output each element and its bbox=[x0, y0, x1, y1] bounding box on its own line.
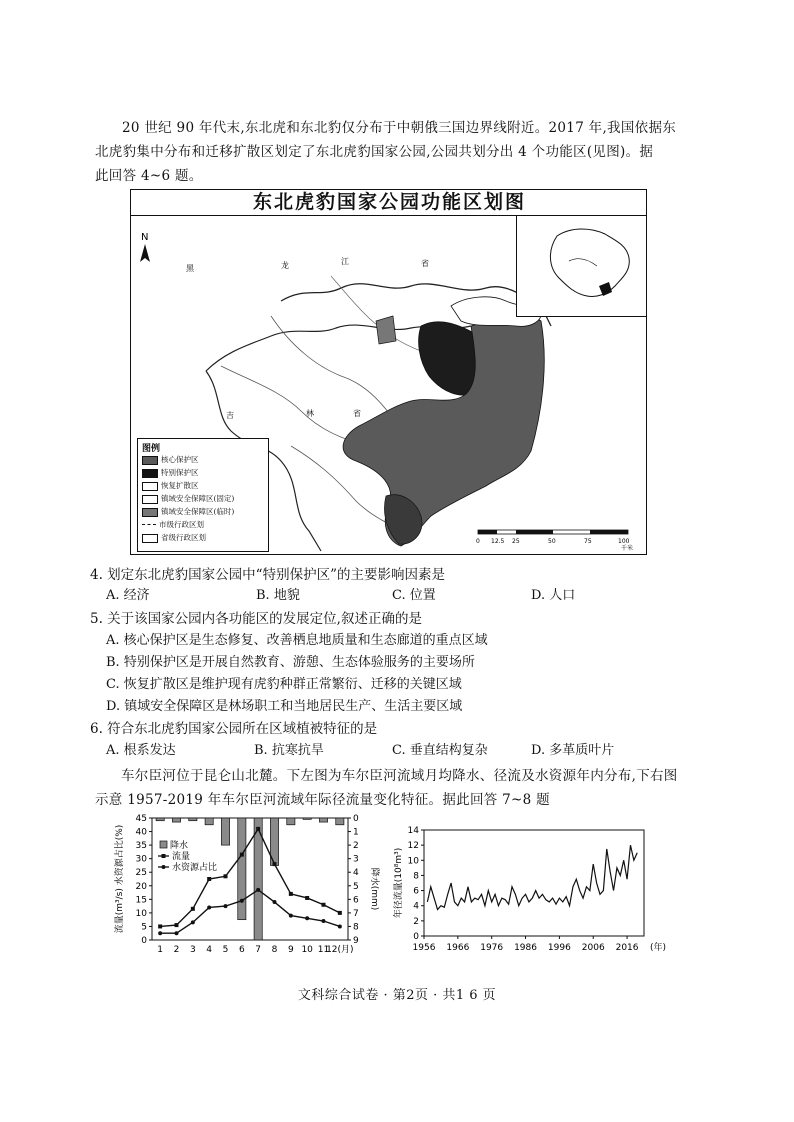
left-axis-tick-label: 45 bbox=[135, 814, 147, 824]
left-axis-tick-label: 20 bbox=[135, 881, 147, 892]
scale-tick-2: 25 bbox=[512, 538, 520, 545]
legend-item-province-boundary: 省级行政区划 bbox=[142, 533, 206, 543]
water-share-point bbox=[256, 888, 260, 892]
q5-option-a[interactable]: A. 核心保护区是生态修复、改善栖息地质量和生态廊道的重点区域 bbox=[106, 633, 488, 648]
left-axis-tick-label: 0 bbox=[141, 936, 147, 946]
intro-paragraph-1 bbox=[95, 116, 695, 188]
scale-unit: 千米 bbox=[621, 545, 634, 552]
runoff-point bbox=[240, 853, 244, 857]
question-4-stem: 4. 划定东北虎豹国家公园中“特别保护区”的主要影响因素是 bbox=[90, 567, 445, 583]
y-axis-label: 年径流量(10⁸m³) bbox=[394, 847, 404, 919]
x-axis-tick-label: 7 bbox=[255, 945, 262, 955]
left-axis-label: 流量(m³/s) 水资源占比(%) bbox=[115, 824, 125, 934]
legend-item-core: 核心保护区 bbox=[142, 455, 199, 465]
x-axis-tick-label: 1 bbox=[157, 945, 164, 955]
scale-tick-0: 0 bbox=[476, 538, 480, 545]
q6-option-a[interactable]: A. 根系发达 bbox=[106, 743, 176, 758]
x-axis-tick-label: 3 bbox=[189, 945, 196, 955]
q4-option-b[interactable]: B. 地貌 bbox=[256, 588, 300, 603]
y-axis-tick-label: 12 bbox=[407, 841, 419, 852]
right-axis-tick-label: 5 bbox=[353, 881, 359, 892]
x-axis-tick-label: 2006 bbox=[581, 943, 605, 953]
right-axis-tick-label: 3 bbox=[353, 854, 359, 865]
scale-tick-3: 50 bbox=[548, 538, 556, 545]
heilongjiang-char-3: 江 bbox=[341, 257, 349, 266]
x-axis-tick-label: 12(月) bbox=[326, 945, 354, 955]
left-axis-tick-label: 35 bbox=[135, 841, 147, 852]
runoff-point bbox=[175, 923, 179, 927]
water-share-point bbox=[207, 905, 211, 909]
jilin-char-1: 吉 bbox=[226, 411, 234, 420]
monthly-runoff-chart bbox=[110, 814, 380, 964]
y-axis-tick-label: 8 bbox=[413, 871, 419, 882]
precipitation-bar bbox=[319, 818, 327, 822]
water-share-point bbox=[175, 931, 179, 935]
question-6-stem: 6. 符合东北虎豹国家公园所在区域植被特征的是 bbox=[90, 721, 378, 737]
heilongjiang-char-2: 龙 bbox=[281, 261, 289, 270]
runoff-point bbox=[256, 827, 260, 831]
legend-marker-runoff bbox=[162, 854, 166, 858]
x-axis-tick-label: 1956 bbox=[412, 943, 436, 953]
x-axis-tick-label: 2 bbox=[173, 945, 180, 955]
right-axis-tick-label: 1 bbox=[353, 827, 359, 838]
water-share-point bbox=[289, 914, 293, 918]
x-axis-tick-label: 1966 bbox=[446, 943, 470, 953]
left-axis-tick-label: 10 bbox=[135, 908, 147, 919]
y-axis-tick-label: 6 bbox=[413, 886, 419, 897]
water-share-point bbox=[305, 916, 309, 920]
right-axis-tick-label: 6 bbox=[353, 895, 359, 906]
intro2-line1: 车尔臣河位于昆仑山北麓。下左图为车尔臣河流域月均降水、径流及水资源年内分布,下右图 bbox=[121, 768, 678, 784]
runoff-point bbox=[273, 862, 277, 866]
right-axis-tick-label: 8 bbox=[353, 922, 359, 933]
x-axis-tick-label: 11 bbox=[317, 945, 330, 955]
park-zoning-map bbox=[130, 189, 647, 555]
legend-item-city-boundary: 市级行政区划 bbox=[142, 520, 204, 530]
y-axis-tick-label: 10 bbox=[407, 856, 419, 867]
q4-option-a[interactable]: A. 经济 bbox=[106, 588, 150, 603]
precipitation-bar bbox=[205, 818, 213, 825]
left-axis-tick-label: 40 bbox=[135, 827, 147, 838]
left-axis-tick-label: 15 bbox=[135, 895, 147, 906]
precipitation-bar bbox=[189, 818, 197, 821]
water-share-point bbox=[191, 920, 195, 924]
x-axis-tick-label: 1976 bbox=[480, 943, 504, 953]
water-share-point bbox=[322, 919, 326, 923]
x-axis-tick-label: 4 bbox=[206, 945, 213, 955]
x-axis-tick-label: 5 bbox=[222, 945, 229, 955]
runoff-point bbox=[338, 911, 342, 915]
heilongjiang-char-4: 省 bbox=[421, 259, 429, 268]
map-legend bbox=[137, 438, 269, 552]
precipitation-bar bbox=[172, 818, 180, 822]
intro1-line1: 20 世纪 90 年代末,东北虎和东北豹仅分布于中朝俄三国边界线附近。2017 年,我国依据东 bbox=[122, 120, 677, 136]
y-axis-tick-label: 14 bbox=[407, 826, 419, 836]
water-share-line bbox=[160, 890, 340, 933]
q6-option-c[interactable]: C. 垂直结构复杂 bbox=[392, 743, 488, 758]
water-share-point bbox=[158, 931, 162, 935]
x-axis-unit: (年) bbox=[649, 943, 667, 953]
annual-runoff-line bbox=[427, 845, 637, 909]
precipitation-bar bbox=[221, 818, 229, 845]
runoff-point bbox=[191, 907, 195, 911]
intro2-line2: 示意 1957-2019 年车尔臣河流域年际径流量变化特征。据此回答 7~8 题 bbox=[95, 792, 550, 808]
plot-frame bbox=[152, 818, 348, 940]
runoff-point bbox=[224, 874, 228, 878]
x-axis-tick-label: 1986 bbox=[514, 943, 537, 953]
x-axis-tick-label: 8 bbox=[271, 945, 278, 955]
runoff-point bbox=[207, 877, 211, 881]
q6-option-b[interactable]: B. 抗寒抗旱 bbox=[254, 743, 324, 758]
heilongjiang-char-1: 黑 bbox=[186, 264, 194, 273]
y-axis-tick-label: 4 bbox=[413, 901, 419, 912]
legend-title: 图例 bbox=[142, 444, 161, 454]
map-title: 东北虎豹国家公园功能区划图 bbox=[131, 190, 647, 216]
precipitation-bar bbox=[303, 818, 311, 819]
page-footer: 文科综合试卷 · 第2页 · 共1 6 页 bbox=[297, 988, 497, 1003]
legend-label-runoff: 流量 bbox=[172, 852, 191, 862]
water-share-point bbox=[338, 924, 342, 928]
x-axis-tick-label: 1996 bbox=[547, 943, 571, 953]
y-axis-tick-label: 0 bbox=[413, 932, 419, 942]
q5-option-c[interactable]: C. 恢复扩散区是维护现有虎豹种群正常繁衍、迁移的关键区域 bbox=[106, 677, 462, 692]
x-axis-tick-label: 10 bbox=[301, 945, 313, 955]
q4-option-d[interactable]: D. 人口 bbox=[531, 588, 576, 603]
left-axis-tick-label: 25 bbox=[135, 868, 147, 879]
x-axis-tick-label: 2016 bbox=[615, 943, 639, 953]
intro1-line3: 此回答 4~6 题。 bbox=[95, 168, 203, 184]
precipitation-bar bbox=[287, 818, 295, 825]
water-share-point bbox=[240, 899, 244, 903]
x-axis-tick-label: 9 bbox=[287, 945, 294, 955]
water-share-point bbox=[224, 904, 228, 908]
q5-option-d[interactable]: D. 镇域安全保障区是林场职工和当地居民生产、生活主要区域 bbox=[106, 699, 463, 714]
jilin-char-2: 林 bbox=[306, 409, 314, 418]
x-axis-tick-label: 6 bbox=[238, 945, 245, 955]
precipitation-bar bbox=[156, 818, 164, 821]
legend-label-share: 水资源占比 bbox=[172, 863, 218, 873]
inset-locator-map bbox=[516, 216, 647, 317]
legend-item-town-fixed: 镇域安全保障区(固定) bbox=[142, 494, 234, 504]
y-axis-tick-label: 2 bbox=[413, 916, 419, 927]
right-axis-tick-label: 7 bbox=[353, 908, 359, 919]
water-share-point bbox=[273, 900, 277, 904]
right-axis-tick-label: 4 bbox=[353, 868, 359, 879]
north-arrow-icon bbox=[140, 232, 150, 262]
annual-runoff-chart bbox=[392, 826, 672, 966]
legend-swatch-precip bbox=[160, 841, 167, 848]
runoff-point bbox=[289, 892, 293, 896]
plot-frame bbox=[424, 830, 644, 936]
scale-tick-5: 100 bbox=[618, 538, 630, 545]
q4-option-c[interactable]: C. 位置 bbox=[392, 588, 436, 603]
question-5-stem: 5. 关于该国家公园内各功能区的发展定位,叙述正确的是 bbox=[90, 611, 422, 627]
precipitation-bar bbox=[336, 818, 344, 825]
scale-tick-1: 12.5 bbox=[491, 538, 505, 545]
left-axis-tick-label: 5 bbox=[141, 922, 147, 933]
right-axis-tick-label: 2 bbox=[353, 841, 359, 852]
runoff-point bbox=[158, 924, 162, 928]
intro1-line2: 北虎豹集中分布和迁移扩散区划定了东北虎豹国家公园,公园共划分出 4 个功能区(见图)。据 bbox=[95, 144, 654, 160]
q5-option-b[interactable]: B. 特别保护区是开展自然教育、游憩、生态体验服务的主要场所 bbox=[106, 655, 475, 670]
legend-item-special: 特别保护区 bbox=[142, 468, 199, 478]
intro-paragraph-2 bbox=[95, 764, 727, 812]
runoff-point bbox=[305, 896, 309, 900]
north-label: N bbox=[141, 232, 149, 243]
map-scale-bar bbox=[476, 528, 641, 552]
jilin-char-3: 省 bbox=[353, 409, 361, 418]
runoff-point bbox=[322, 903, 326, 907]
right-axis-tick-label: 0 bbox=[353, 814, 359, 824]
legend-item-recovery: 恢复扩散区 bbox=[142, 481, 199, 491]
left-axis-tick-label: 30 bbox=[135, 854, 147, 865]
q6-option-d[interactable]: D. 多革质叶片 bbox=[531, 743, 615, 758]
precipitation-bar bbox=[238, 818, 246, 920]
legend-marker-share bbox=[162, 865, 166, 869]
right-axis-label: 降水(mm) bbox=[369, 867, 379, 911]
right-axis-tick-label: 9 bbox=[353, 936, 359, 946]
legend-label-precip: 降水 bbox=[170, 841, 189, 851]
scale-tick-4: 75 bbox=[584, 538, 592, 545]
legend-item-town-temp: 镇域安全保障区(临时) bbox=[142, 507, 234, 517]
